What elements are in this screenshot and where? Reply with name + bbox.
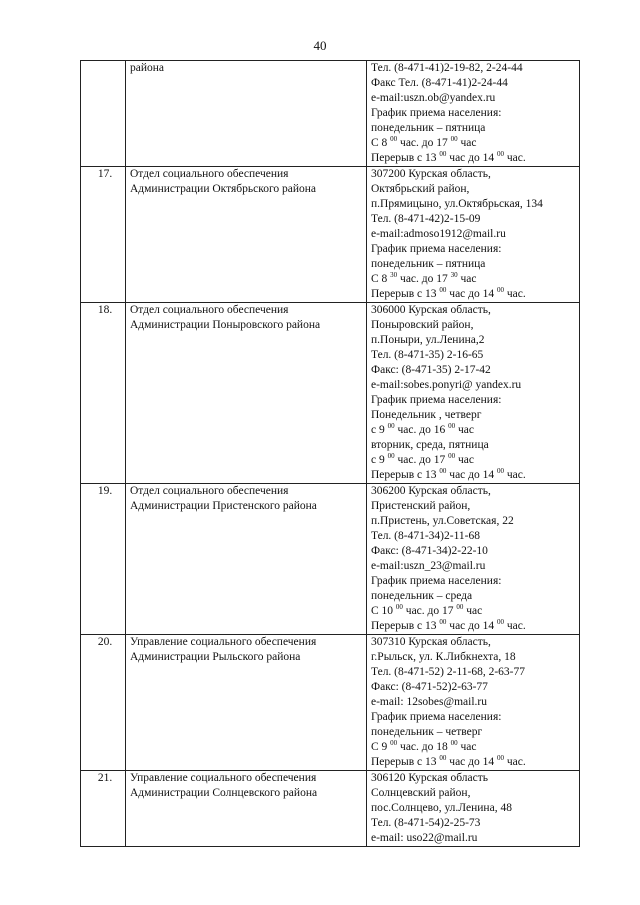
contact-line: понедельник – пятница [371, 122, 486, 134]
contact-line: п.Пристень, ул.Советская, 22 [371, 515, 514, 527]
contact-line: Перерыв с 13 $^{00}$ час до 14 $^{00}$ час. [371, 467, 526, 481]
contact-line: Факс: (8-471-34)2-22-10 [371, 545, 488, 557]
contact-line: С 8 $^{00}$ час. до 17 $^{00}$ час [371, 135, 477, 149]
time-minutes: 00 [390, 739, 398, 747]
page-number: 40 [313, 38, 327, 53]
table-row [81, 771, 580, 847]
contact-line: понедельник – четверг [371, 726, 483, 738]
contact-line: Тел. (8-471-34)2-11-68 [371, 530, 480, 542]
office-contacts [367, 484, 580, 635]
contact-line: e-mail:admoso1912@mail.ru [371, 228, 506, 240]
office-name-line: Управление социального обеспечения [130, 636, 317, 648]
time-minutes: 30 [450, 271, 458, 279]
office-name [126, 61, 367, 167]
contact-line: понедельник – пятница [371, 258, 486, 270]
contact-line: Понедельник , четверг [371, 409, 482, 421]
contact-line: с 9 $^{00}$ час. до 16 $^{00}$ час [371, 422, 474, 436]
time-minutes: 00 [450, 739, 458, 747]
contact-line: С 8 $^{30}$ час. до 17 $^{30}$ час [371, 271, 477, 285]
time-minutes: 30 [390, 271, 398, 279]
office-name [126, 771, 367, 847]
contact-line: Тел. (8-471-35) 2-16-65 [371, 349, 484, 361]
office-contacts [367, 635, 580, 771]
contact-line: 306120 Курская область [371, 772, 488, 784]
contact-line: График приема населения: [371, 243, 502, 255]
contact-line: e-mail: uso22@mail.ru [371, 832, 478, 844]
contact-line: График приема населения: [371, 107, 502, 119]
office-name-line: Администрации Солнцевского района [130, 787, 318, 799]
contact-line: Перерыв с 13 $^{00}$ час до 14 $^{00}$ час. [371, 286, 526, 300]
office-name-line: Администрации Рыльского района [130, 651, 301, 663]
table-row [81, 167, 580, 303]
contact-line: п.Прямицыно, ул.Октябрьская, 134 [371, 198, 543, 210]
table-row [81, 635, 580, 771]
contact-line: e-mail:sobes.ponyri@ yandex.ru [371, 379, 522, 391]
office-name-line: Отдел социального обеспечения [130, 304, 289, 316]
time-minutes: 00 [395, 603, 403, 611]
time-minutes: 00 [387, 422, 395, 430]
contact-line: Перерыв с 13 $^{00}$ час до 14 $^{00}$ час. [371, 150, 526, 164]
contact-line: e-mail: 12sobes@mail.ru [371, 696, 487, 708]
contact-line: Перерыв с 13 $^{00}$ час до 14 $^{00}$ час. [371, 618, 526, 632]
table-row [81, 303, 580, 484]
contact-line: График приема населения: [371, 575, 502, 587]
contact-line: 306200 Курская область, [371, 485, 491, 497]
contact-line: Факс: (8-471-52)2-63-77 [371, 681, 488, 693]
contact-line: Тел. (8-471-54)2-25-73 [371, 817, 481, 829]
contact-line: e-mail:uszn_23@mail.ru [371, 560, 486, 572]
time-minutes: 00 [448, 452, 456, 460]
row-number: 19. [81, 484, 126, 635]
office-name-line: района [130, 62, 165, 74]
time-minutes: 00 [497, 150, 504, 158]
contact-line: понедельник – среда [371, 590, 473, 602]
office-contacts [367, 771, 580, 847]
office-name [126, 303, 367, 484]
office-contacts [367, 167, 580, 303]
office-name-line: Администрации Октябрьского района [130, 183, 317, 195]
contact-line: Факс Тел. (8-471-41)2-24-44 [371, 77, 508, 89]
office-name [126, 484, 367, 635]
time-minutes: 00 [497, 467, 504, 475]
contact-line: С 10 $^{00}$ час. до 17 $^{00}$ час [371, 603, 483, 617]
row-number: 18. [81, 303, 126, 484]
table-row [81, 61, 580, 167]
row-number: 17. [81, 167, 126, 303]
office-name-line: Отдел социального обеспечения [130, 485, 289, 497]
contact-line: с 9 $^{00}$ час. до 17 $^{00}$ час [371, 452, 474, 466]
contact-line: 306000 Курская область, [371, 304, 491, 316]
office-name-line: Отдел социального обеспечения [130, 168, 289, 180]
time-minutes: 00 [390, 135, 398, 143]
office-contacts [367, 303, 580, 484]
contact-line: Тел. (8-471-52) 2-11-68, 2-63-77 [371, 666, 526, 678]
contact-line: Факс: (8-471-35) 2-17-42 [371, 364, 491, 376]
contact-line: г.Рыльск, ул. К.Либкнехта, 18 [371, 651, 516, 663]
contact-line: График приема населения: [371, 711, 502, 723]
row-number: 20. [81, 635, 126, 771]
offices-table [80, 60, 580, 847]
contact-line: 307310 Курская область, [371, 636, 491, 648]
office-name [126, 635, 367, 771]
contact-line: вторник, среда, пятница [371, 439, 489, 451]
office-name-line: Управление социального обеспечения [130, 772, 317, 784]
office-name [126, 167, 367, 303]
offices-table-body [81, 61, 580, 847]
office-contacts [367, 61, 580, 167]
contact-line: п.Поныри, ул.Ленина,2 [371, 334, 485, 346]
contact-line: Поныровский район, [371, 319, 474, 331]
contact-line: 307200 Курская область, [371, 168, 491, 180]
contact-line: пос.Солнцево, ул.Ленина, 48 [371, 802, 512, 814]
time-minutes: 00 [497, 286, 504, 294]
time-minutes: 00 [439, 286, 447, 294]
row-number: 21. [81, 771, 126, 847]
contact-line: Тел. (8-471-42)2-15-09 [371, 213, 481, 225]
contact-line: Солнцевский район, [371, 787, 471, 799]
time-minutes: 00 [387, 452, 395, 460]
contact-line: Октябрьский район, [371, 183, 470, 195]
contact-line: График приема населения: [371, 394, 502, 406]
contact-line: e-mail:uszn.ob@yandex.ru [371, 92, 496, 104]
time-minutes: 00 [497, 754, 504, 762]
office-name-line: Администрации Поныровского района [130, 319, 321, 331]
contact-line: Перерыв с 13 $^{00}$ час до 14 $^{00}$ час. [371, 754, 526, 768]
time-minutes: 00 [456, 603, 464, 611]
contact-line: С 9 $^{00}$ час. до 18 $^{00}$ час [371, 739, 477, 753]
time-minutes: 00 [448, 422, 456, 430]
time-minutes: 00 [439, 467, 447, 475]
table-row [81, 484, 580, 635]
office-name-line: Администрации Пристенского района [130, 500, 317, 512]
row-number [81, 61, 126, 167]
contact-line: Пристенский район, [371, 500, 471, 512]
time-minutes: 00 [450, 135, 458, 143]
time-minutes: 00 [497, 618, 504, 626]
time-minutes: 00 [439, 754, 447, 762]
contact-line: Тел. (8-471-41)2-19-82, 2-24-44 [371, 62, 523, 74]
time-minutes: 00 [439, 618, 447, 626]
time-minutes: 00 [439, 150, 447, 158]
